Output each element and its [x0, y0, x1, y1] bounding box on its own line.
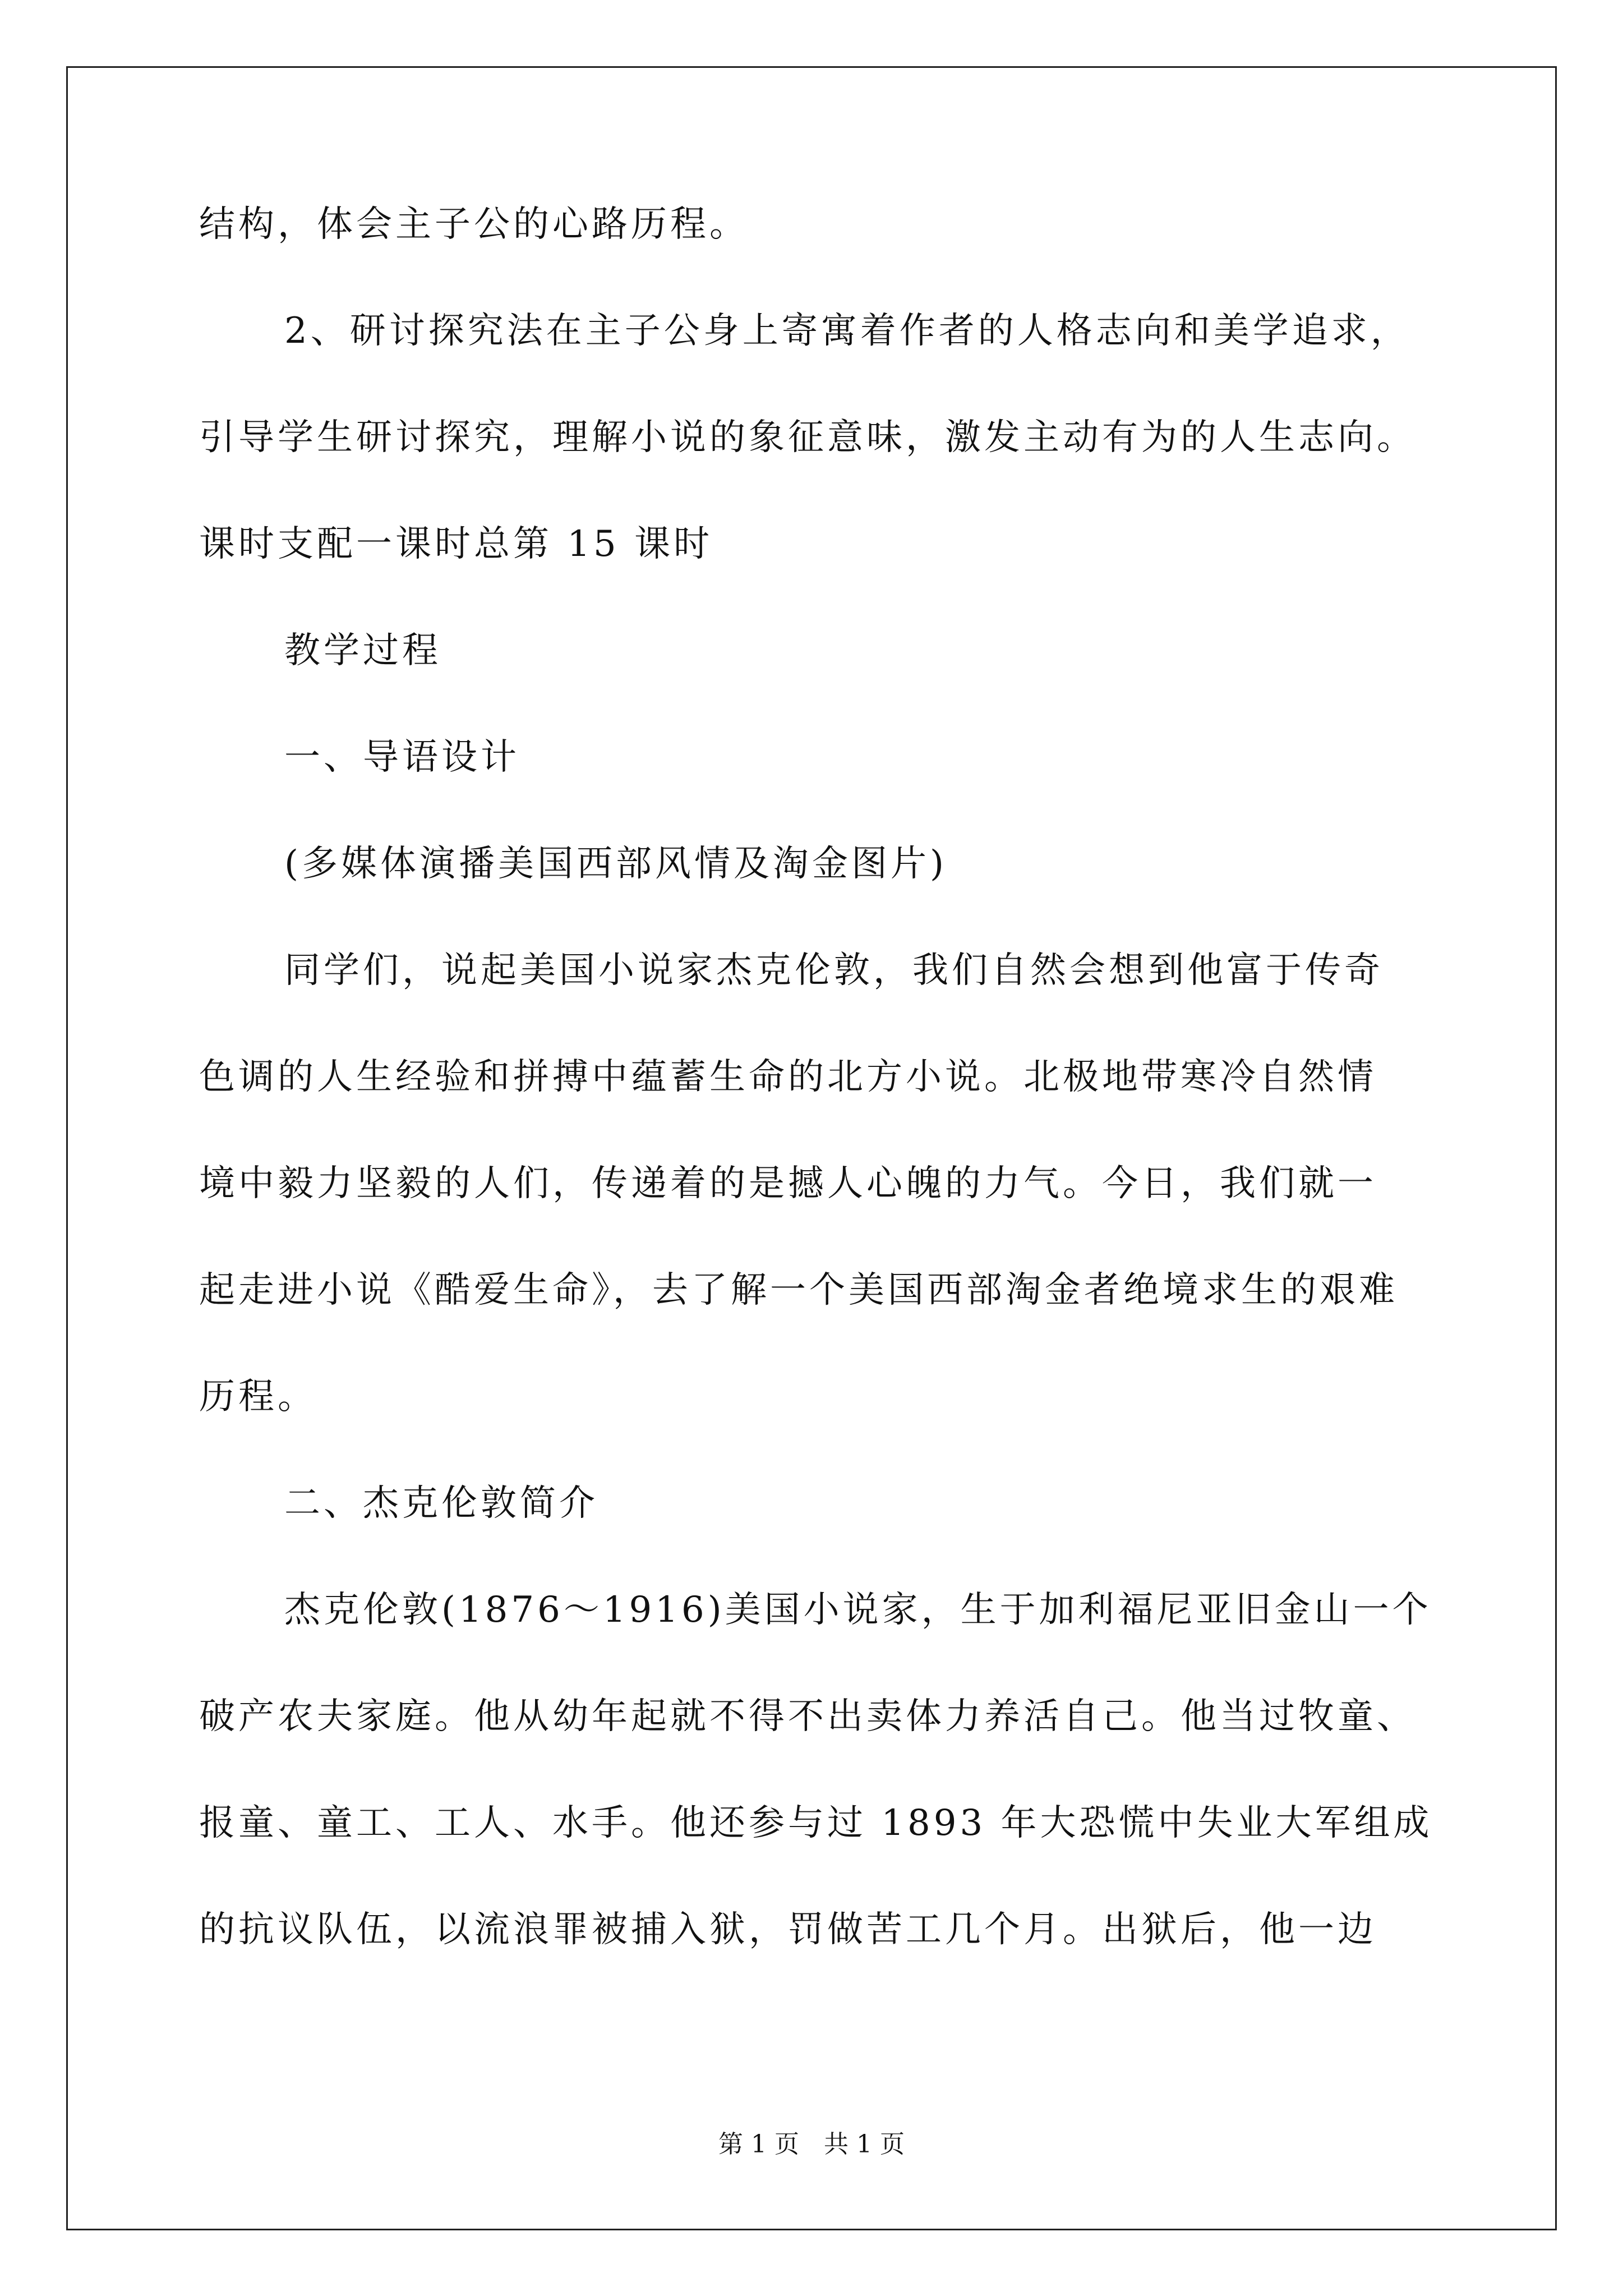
text-line: 2、研讨探究法在主子公身上寄寓着作者的人格志向和美学追求，: [284, 310, 1410, 352]
text-line: 引导学生研讨探究，理解小说的象征意味，激发主动有为的人生志向。: [199, 417, 1416, 458]
text-line: 历程。: [199, 1376, 317, 1418]
page-number: 第 1 页 共 1 页: [718, 2130, 905, 2159]
text-line: (多媒体演播美国西部风情及淘金图片): [284, 843, 947, 885]
text-line: 同学们，说起美国小说家杰克伦敦，我们自然会想到他富于传奇: [284, 950, 1384, 991]
text-line: 起走进小说《酷爱生命》，去了解一个美国西部淘金者绝境求生的艰难: [199, 1269, 1398, 1311]
text-line: 结构，体会主子公的心路历程。: [199, 204, 749, 245]
text-line: 色调的人生经验和拼搏中蕴蓄生命的北方小说。北极地带寒冷自然情: [199, 1056, 1377, 1098]
text-line: 境中毅力坚毅的人们，传递着的是撼人心魄的力气。今日，我们就一: [199, 1163, 1377, 1204]
section-heading: 二、杰克伦敦简介: [284, 1483, 598, 1524]
text-line: 的抗议队伍，以流浪罪被捕入狱，罚做苦工几个月。出狱后，他一边: [199, 1909, 1377, 1950]
text-line: 课时支配一课时总第 15 课时: [199, 523, 713, 565]
page-frame: [66, 66, 1557, 2230]
text-line: 杰克伦敦(1876～1916)美国小说家，生于加利福尼亚旧金山一个: [284, 1589, 1432, 1631]
text-line: 报童、童工、工人、水手。他还参与过 1893 年大恐慌中失业大军组成: [199, 1802, 1433, 1844]
section-heading: 一、导语设计: [284, 737, 520, 778]
section-heading: 教学过程: [284, 630, 441, 671]
text-line: 破产农夫家庭。他从幼年起就不得不出卖体力养活自己。他当过牧童、: [199, 1696, 1416, 1737]
